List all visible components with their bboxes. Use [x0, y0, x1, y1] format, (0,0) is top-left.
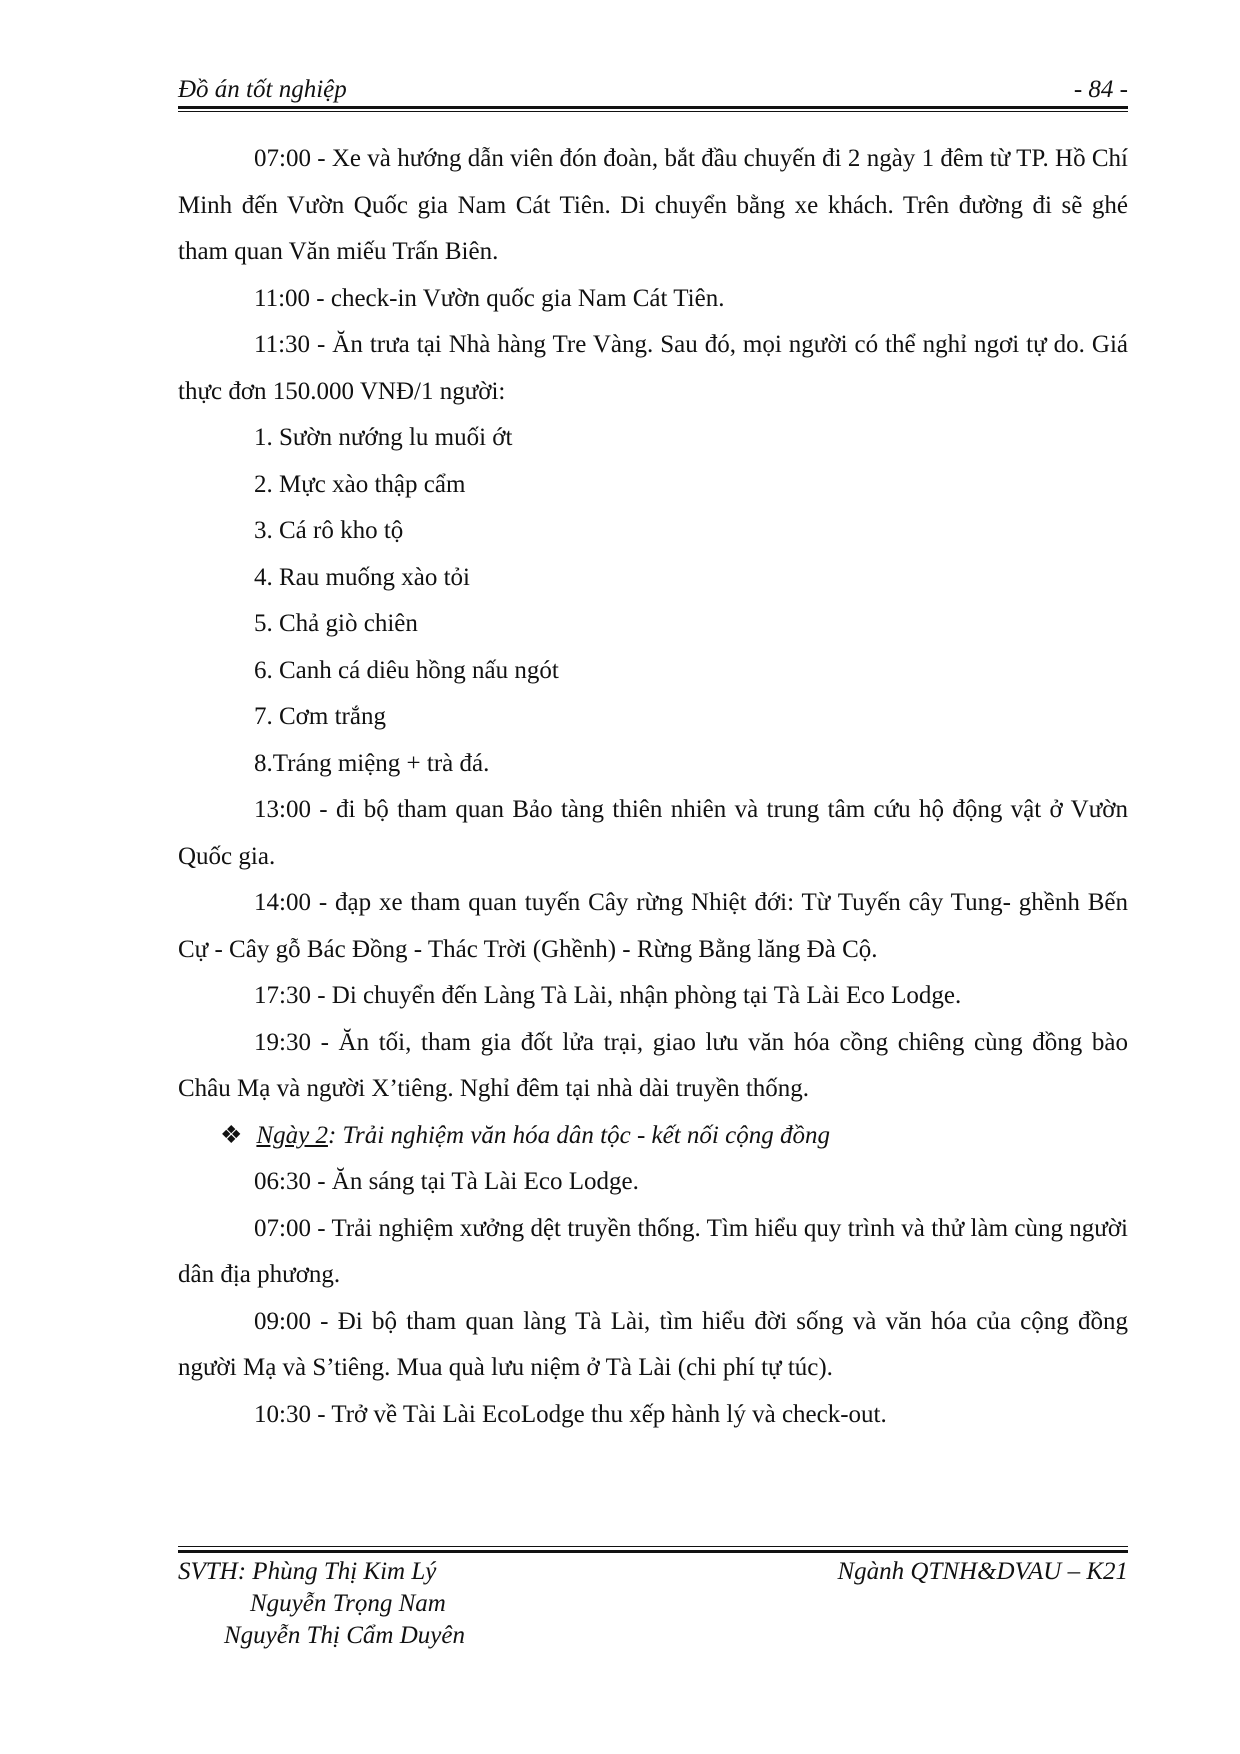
- menu-item: 1. Sườn nướng lu muối ớt: [254, 424, 513, 451]
- menu-item: 3. Cá rô kho tộ: [254, 517, 404, 544]
- paragraph: 07:00 - Xe và hướng dẫn viên đón đoàn, bắt đầu chuyến đi 2 ngày 1 đêm từ TP. Hồ Chí Minh đến Vườn Quốc gia Nam Cát Tiên. Di chuyển bằng xe khách. Trên đường đi sẽ ghé tham quan Văn miếu Trấn Biên.: [178, 145, 1128, 265]
- menu-item: 5. Chả giò chiên: [254, 610, 418, 637]
- document-title: Đồ án tốt nghiệp: [178, 76, 347, 103]
- author-line: Nguyễn Thị Cẩm Duyên: [224, 1622, 465, 1649]
- paragraph: 17:30 - Di chuyển đến Làng Tà Lài, nhận phòng tại Tà Lài Eco Lodge.: [254, 982, 962, 1009]
- menu-item: 7. Cơm trắng: [254, 703, 386, 730]
- paragraph: 11:30 - Ăn trưa tại Nhà hàng Tre Vàng. Sau đó, mọi người có thể nghỉ ngơi tự do. Giá thực đơn 150.000 VNĐ/1 người:: [178, 331, 1128, 405]
- paragraph: 11:00 - check-in Vườn quốc gia Nam Cát Tiên.: [254, 284, 725, 312]
- paragraph: 06:30 - Ăn sáng tại Tà Lài Eco Lodge.: [254, 1168, 639, 1195]
- footer-rule-thin: [178, 1546, 1128, 1547]
- paragraph: 14:00 - đạp xe tham quan tuyến Cây rừng Nhiệt đới: Từ Tuyến cây Tung- ghềnh Bến Cự - Cây gỗ Bác Đồng - Thác Trời (Ghềnh) - Rừng Bằng lăng Đà Cộ.: [178, 889, 1128, 963]
- paragraph: 13:00 - đi bộ tham quan Bảo tàng thiên nhiên và trung tâm cứu hộ động vật ở Vườn Quốc gia.: [178, 796, 1128, 870]
- day-heading: [178, 1113, 1128, 1160]
- page-number: - 84 -: [1073, 76, 1128, 103]
- menu-item: 4. Rau muống xào tỏi: [254, 563, 470, 591]
- paragraph: 10:30 - Trở về Tài Lài EcoLodge thu xếp hành lý và check-out.: [254, 1400, 887, 1428]
- menu-item: 6. Canh cá diêu hồng nấu ngót: [254, 656, 559, 684]
- page-header: [178, 70, 1128, 108]
- footer-rule-thick: [178, 1550, 1128, 1553]
- author-line: Nguyễn Trọng Nam: [250, 1590, 446, 1617]
- program-label: Ngành QTNH&DVAU – K21: [837, 1558, 1128, 1585]
- author-line: SVTH: Phùng Thị Kim Lý: [178, 1558, 437, 1585]
- paragraph: 09:00 - Đi bộ tham quan làng Tà Lài, tìm hiểu đời sống và văn hóa của cộng đồng người Mạ và S’tiêng. Mua quà lưu niệm ở Tà Lài (chi phí tự túc).: [178, 1307, 1128, 1381]
- paragraph: 07:00 - Trải nghiệm xưởng dệt truyền thống. Tìm hiểu quy trình và thử làm cùng người dân địa phương.: [178, 1214, 1128, 1288]
- day-label: Ngày 2: [256, 1121, 328, 1149]
- menu-item: 8.Tráng miệng + trà đá.: [254, 749, 490, 777]
- header-rule-thin: [178, 111, 1128, 112]
- day-title: : Trải nghiệm văn hóa dân tộc - kết nối cộng đồng: [327, 1121, 830, 1149]
- page-body: [178, 136, 1128, 1438]
- authors-block: [178, 1556, 465, 1652]
- diamond-bullet-icon: ❖: [220, 1121, 243, 1149]
- menu-item: 2. Mực xào thập cẩm: [254, 470, 466, 498]
- paragraph: 19:30 - Ăn tối, tham gia đốt lửa trại, giao lưu văn hóa cồng chiêng cùng đồng bào Châu Mạ và người X’tiêng. Nghỉ đêm tại nhà dài truyền thống.: [178, 1028, 1128, 1102]
- header-rule-thick: [178, 106, 1128, 109]
